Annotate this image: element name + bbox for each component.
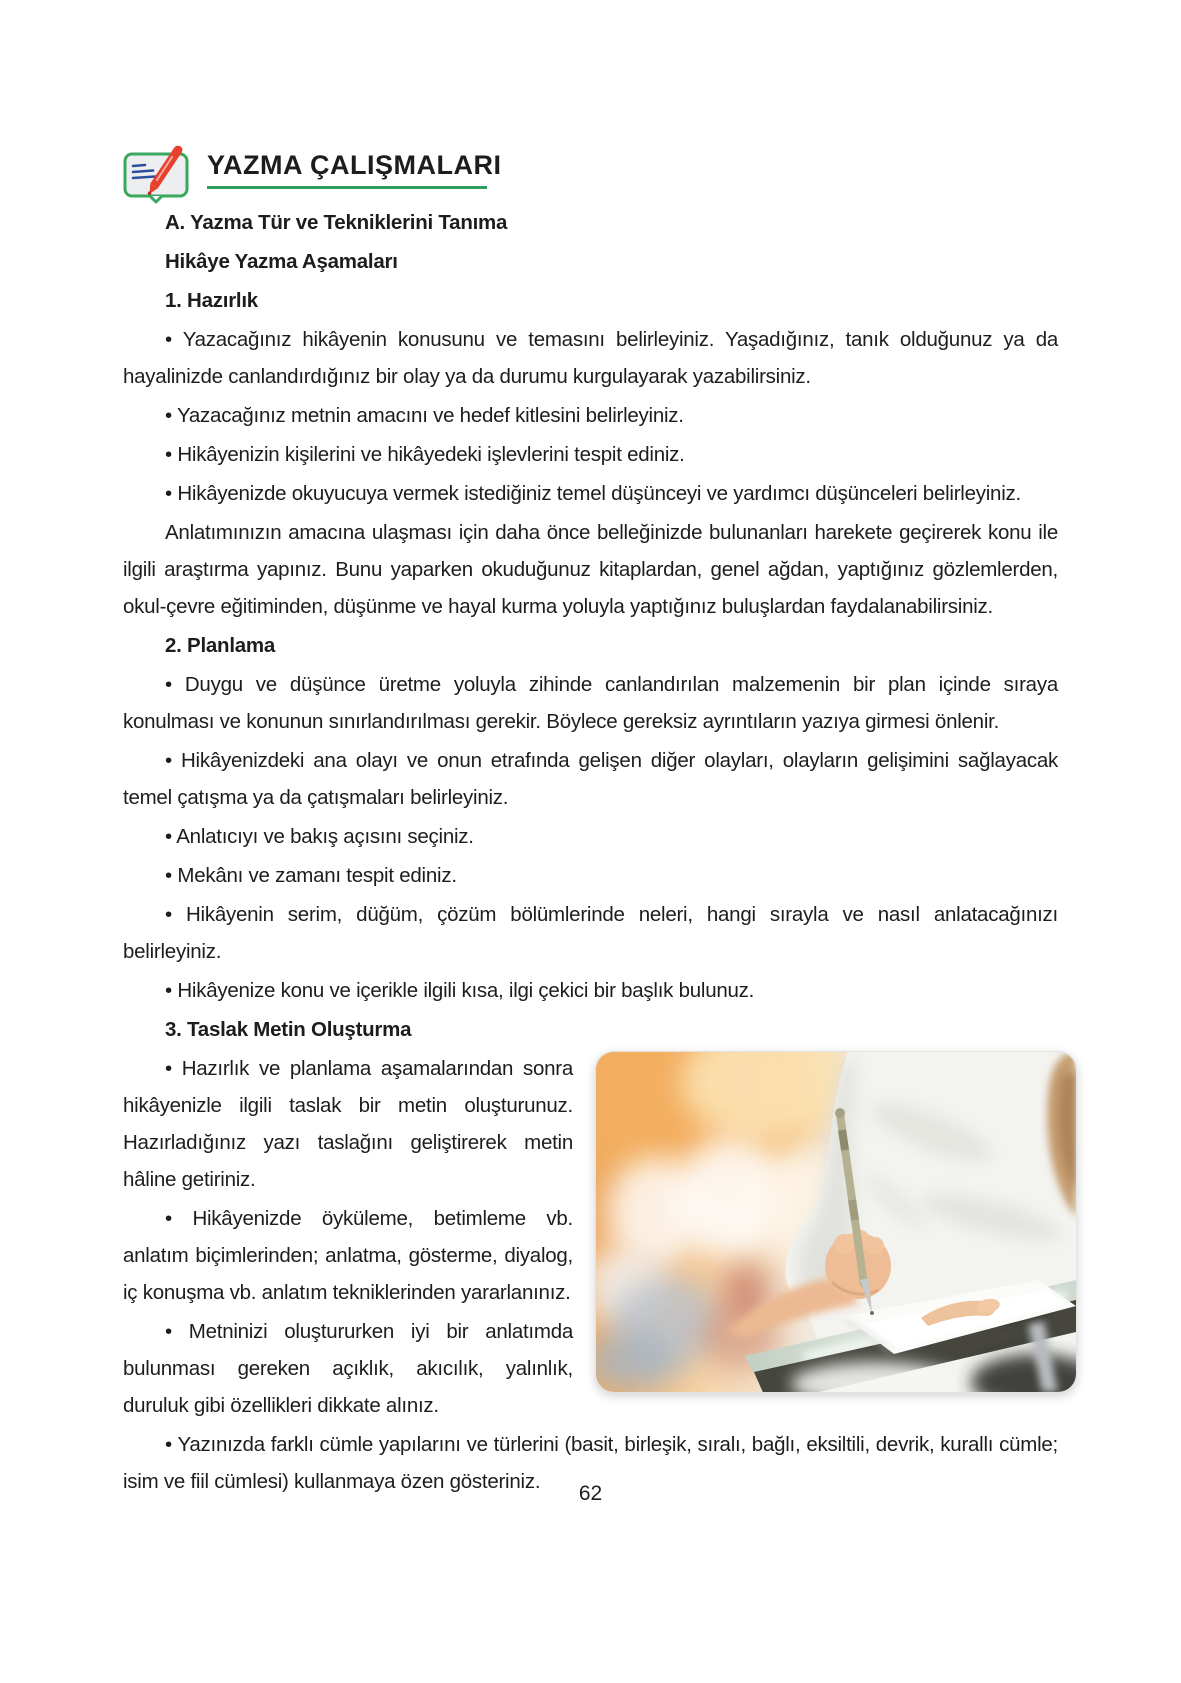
heading-2-planlama: 2. Planlama (165, 634, 276, 657)
bullet-item: • Yazacağınız hikâyenin konusunu ve temasını belirleyiniz. Yaşadığınız, tanık olduğunuz ya da hayalinizde canlandırdığınız bir olay ya da durumu kurgulayarak yazabilirsiniz. (123, 328, 1058, 388)
page-content (123, 204, 1058, 1502)
bullet-item: • Metninizi oluştururken iyi bir anlatımda bulunması gereken açıklık, akıcılık, yalınlık, duruluk gibi özellikleri dikkate alınız. (123, 1320, 573, 1417)
bullet-item: • Hikâyenizde okuyucuya vermek istediğiniz temel düşünceyi ve yardımcı düşünceleri belirleyiniz. (165, 482, 1021, 505)
section-header (120, 140, 502, 206)
writing-book-pen-icon (120, 140, 194, 206)
bullet-item: • Mekânı ve zamanı tespit ediniz. (165, 864, 457, 887)
bullet-item: • Hikâyenin serim, düğüm, çözüm bölümlerinde neleri, hangi sırayla ve nasıl anlatacağınızı belirleyiniz. (123, 903, 1058, 963)
bullet-item: • Hikâyenizin kişilerini ve hikâyedeki işlevlerini tespit ediniz. (165, 443, 685, 466)
section-title: YAZMA ÇALIŞMALARI (207, 150, 502, 180)
title-underline (207, 186, 487, 189)
bullet-item: • Hikâyenize konu ve içerikle ilgili kısa, ilgi çekici bir başlık bulunuz. (165, 979, 755, 1002)
bullet-item: • Hazırlık ve planlama aşamalarından sonra hikâyenizle ilgili taslak bir metin oluşturunuz. Hazırladığınız yazı taslağını geliştirerek metin hâline getiriniz. (123, 1057, 573, 1191)
bullet-item: • Duygu ve düşünce üretme yoluyla zihinde canlandırılan malzemenin bir plan içinde sıraya konulması ve konunun sınırlandırılması gerekir. Böylece gereksiz ayrıntıların yazıya girmesi önlenir. (123, 673, 1058, 733)
bullet-item: • Yazacağınız metnin amacını ve hedef kitlesini belirleyiniz. (165, 404, 684, 427)
heading-1-hazirlik: 1. Hazırlık (165, 289, 258, 312)
paragraph: Anlatımınızın amacına ulaşması için daha önce belleğinizde bulunanları harekete geçirerek konu ile ilgili araştırma yapınız. Bunu yaparken okuduğunuz kitaplardan, genel ağdan, yaptığınız gözlemlerden, okul-çevre eğitiminden, düşünme ve hayal kurma yoluyla yaptığınız buluşlardan faydalanabilirsiniz. (123, 521, 1058, 618)
page-number: 62 (578, 1482, 603, 1505)
bullet-item: • Yazınızda farklı cümle yapılarını ve türlerini (basit, birleşik, sıralı, bağlı, eksiltili, devrik, kurallı cümle; isim ve fiil cümlesi) kullanmaya özen gösteriniz. (123, 1433, 1058, 1493)
heading-hikaye-asamalari: Hikâye Yazma Aşamaları (165, 250, 398, 273)
header-title-wrap (207, 150, 502, 189)
bullet-item: • Hikâyenizdeki ana olayı ve onun etrafında gelişen diğer olayları, olayların gelişimini sağlayacak temel çatışma ya da çatışmaları belirleyiniz. (123, 749, 1058, 809)
student-writing-photo (595, 1051, 1077, 1393)
page-footer (0, 1482, 1181, 1506)
bullet-item: • Anlatıcıyı ve bakış açısını seçiniz. (165, 825, 474, 848)
bullet-item: • Hikâyenizde öyküleme, betimleme vb. anlatım biçimlerinden; anlatma, gösterme, diyalog, iç konuşma vb. anlatım tekniklerinden yararlanınız. (123, 1207, 573, 1304)
heading-3-taslak: 3. Taslak Metin Oluşturma (165, 1018, 412, 1041)
heading-a: A. Yazma Tür ve Tekniklerini Tanıma (165, 211, 508, 234)
